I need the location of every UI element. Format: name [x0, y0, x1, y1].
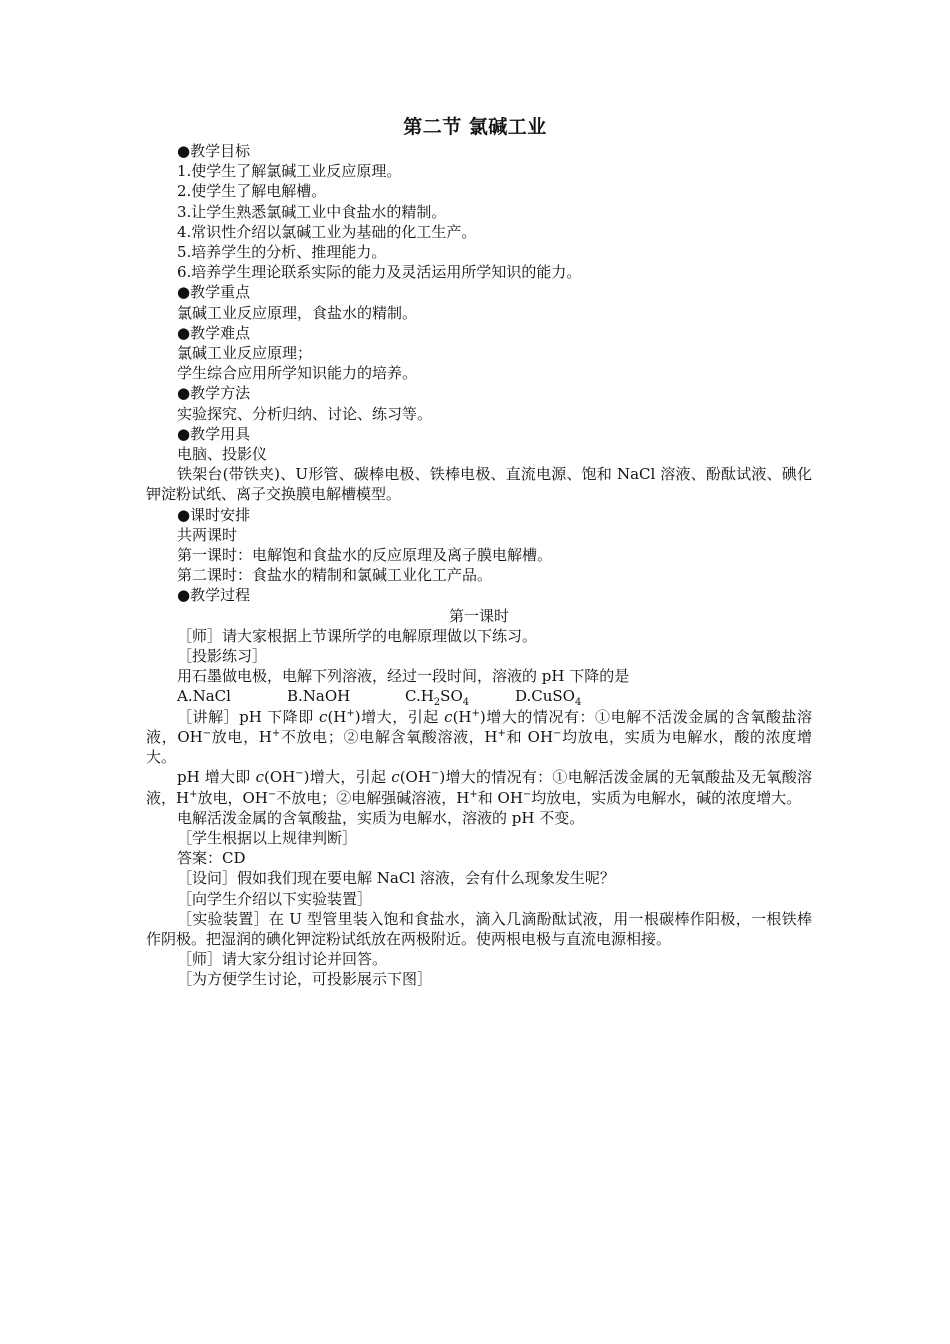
- difficulty-text: 学生综合应用所学知识能力的培养。: [177, 364, 418, 383]
- difficulty-text: 氯碱工业反应原理；: [177, 344, 313, 363]
- method-heading: ●教学方法: [177, 384, 251, 403]
- lesson-title: 第一课时: [448, 606, 509, 625]
- answer-line: 答案：CD: [177, 849, 246, 868]
- key-heading: ●教学重点: [177, 283, 251, 302]
- option-a: A.NaCl: [177, 687, 231, 706]
- answer-options: [146, 686, 812, 709]
- apparatus-paragraph: ［实验装置］在 U 型管里装入饱和食盐水，滴入几滴酚酞试液，用一根碳棒作阳极，一根铁棒作阴极。把湿润的碘化钾淀粉试纸放在两极附近。使两根电极与直流电源相接。: [146, 909, 812, 948]
- method-text: 实验探究、分析归纳、讨论、练习等。: [177, 404, 433, 423]
- objective-item: 4.常识性介绍以氯碱工业为基础的化工生产。: [177, 222, 477, 241]
- tools-heading: ●教学用具: [177, 424, 251, 443]
- objective-item: 6.培养学生理论联系实际的能力及灵活运用所学知识的能力。: [177, 263, 582, 282]
- schedule-heading: ●课时安排: [177, 505, 251, 524]
- schedule-text: 第二课时：食盐水的精制和氯碱工业化工产品。: [177, 566, 493, 585]
- schedule-text: 共两课时: [177, 525, 238, 544]
- objective-item: 2.使学生了解电解槽。: [177, 182, 327, 201]
- tools-text: 电脑、投影仪: [177, 445, 268, 464]
- question-line: ［设问］假如我们现在要电解 NaCl 溶液，会有什么现象发生呢？: [177, 869, 615, 888]
- option-b: B.NaOH: [287, 687, 351, 706]
- projection-note-line: ［为方便学生讨论，可投影展示下图］: [177, 970, 433, 989]
- student-judge-line: ［学生根据以上规律判断］: [177, 828, 358, 847]
- projection-label: ［投影练习］: [177, 647, 268, 666]
- objective-item: 1.使学生了解氯碱工业反应原理。: [177, 162, 402, 181]
- objective-item: 3.让学生熟悉氯碱工业中食盐水的精制。: [177, 202, 447, 221]
- option-c: $C.H_2SO_4$: [405, 687, 470, 709]
- difficulty-heading: ●教学难点: [177, 323, 251, 342]
- process-heading: ●教学过程: [177, 586, 251, 605]
- neutral-line: 电解活泼金属的含氧酸盐，实质为电解水，溶液的 pH 不变。: [177, 808, 585, 827]
- schedule-text: 第一课时：电解饱和食盐水的反应原理及离子膜电解槽。: [177, 546, 553, 565]
- objective-item: 5.培养学生的分析、推理能力。: [177, 243, 387, 262]
- apparatus-intro-line: ［向学生介绍以下实验装置］: [177, 889, 373, 908]
- document-body: [146, 141, 812, 990]
- objectives-heading: ●教学目标: [177, 142, 251, 160]
- page-title: 第二节 氯碱工业: [403, 116, 547, 138]
- lecture-paragraph: ［讲解］pH 下降即 c(H+)增大，引起 c(H+)增大的情况有：①电解不活泼金属的含氧酸盐溶液，OH−放电，H+不放电；②电解含氧酸溶液，H+和 OH−均放电，实质为电解水，酸的浓度增大。: [146, 707, 812, 767]
- tools-text: 铁架台(带铁夹)、U形管、碳棒电极、铁棒电极、直流电源、饱和 NaCl 溶液、酚酞试液、碘化钾淀粉试纸、离子交换膜电解槽模型。: [146, 465, 812, 504]
- exercise-question: 用石墨做电极，电解下列溶液，经过一段时间，溶液的 pH 下降的是: [177, 667, 630, 686]
- ph-increase-paragraph: pH 增大即 c(OH−)增大，引起 c(OH−)增大的情况有：①电解活泼金属的无氧酸盐及无氧酸溶液，H+放电，OH−不放电；②电解强碱溶液，H+和 OH−均放电，实质为电解水，碱的浓度增大。: [146, 768, 812, 807]
- key-text: 氯碱工业反应原理，食盐水的精制。: [177, 303, 418, 322]
- teacher-line: ［师］请大家分组讨论并回答。: [177, 950, 388, 969]
- teacher-line: ［师］请大家根据上节课所学的电解原理做以下练习。: [177, 626, 538, 645]
- option-d: D.CuSO$_4$: [515, 687, 582, 709]
